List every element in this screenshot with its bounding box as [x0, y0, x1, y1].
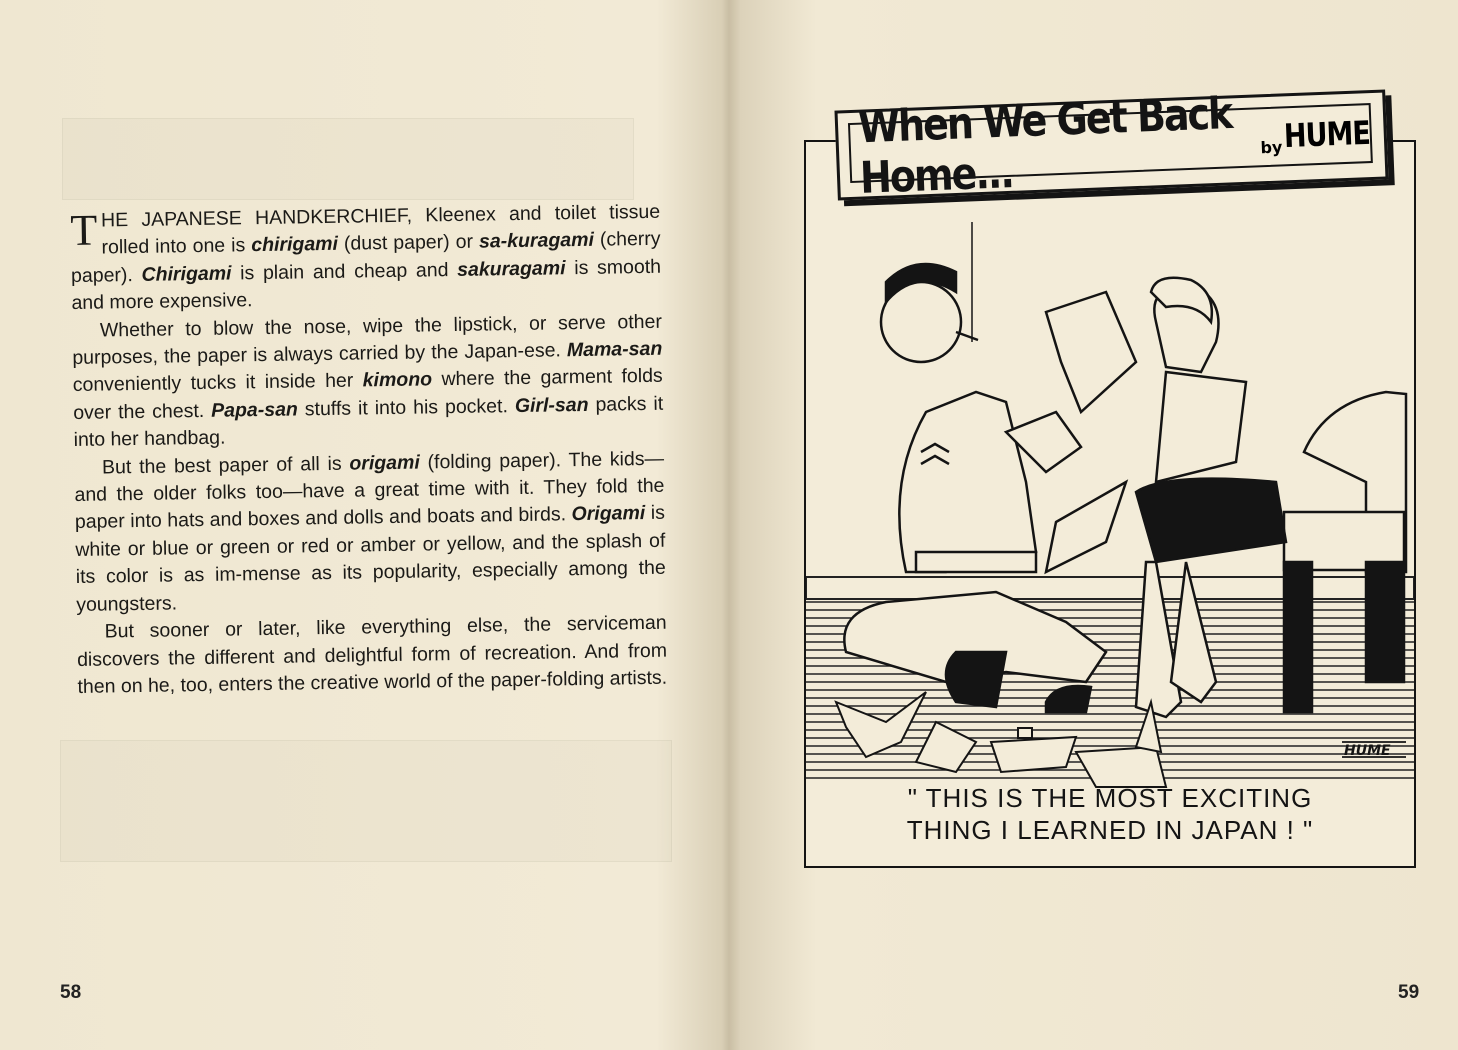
paragraph	[74, 445, 667, 619]
emphasized-term: sakuragami	[457, 257, 566, 281]
text-run: But the best paper of all is	[101, 452, 350, 479]
paragraph	[76, 610, 667, 701]
emphasized-term: Chirigami	[141, 262, 232, 286]
caption-line: THING I LEARNED IN JAPAN ! "	[906, 815, 1314, 845]
emphasized-term: Papa-san	[210, 398, 299, 422]
page-number: 58	[60, 982, 82, 1003]
text-run: packs it into her handbag.	[73, 392, 664, 452]
text-run: is white or blue or green or red or amber or yellow, and the splash of its color is as im-mense as its popularity, especially among the youngsters.	[75, 502, 666, 616]
wall-baseboard	[806, 577, 1414, 599]
artist-signature: HUME	[1344, 743, 1391, 759]
show-through-ghost	[60, 740, 672, 862]
text-run: stuffs it into his pocket.	[297, 394, 516, 421]
origami-crane	[836, 692, 976, 772]
cartoon-title-inner	[848, 87, 1373, 204]
text-run: HE JAPANESE HANDKERCHIEF, Kleenex and toilet tissue rolled into one is	[100, 200, 661, 259]
emphasized-term: chirigami	[251, 233, 339, 257]
cartoon-panel	[804, 87, 1416, 868]
page-number: 59	[1398, 982, 1420, 1003]
article-text	[70, 199, 668, 702]
paragraph	[70, 199, 662, 318]
text-run: conveniently tucks it inside her	[72, 369, 363, 397]
armchair	[1284, 392, 1406, 712]
paragraph	[72, 308, 664, 454]
right-page	[730, 0, 1458, 1050]
caption-line: " THIS IS THE MOST EXCITING	[907, 783, 1313, 813]
soldier-figure	[844, 222, 1106, 712]
text-run: (dust paper) or	[337, 230, 480, 256]
show-through-ghost	[62, 118, 634, 200]
cartoon-illustration	[806, 182, 1414, 790]
cartoon-title: When We Get Back Home...	[857, 87, 1233, 204]
emphasized-term: origami	[349, 451, 420, 475]
drop-cap: T	[69, 205, 98, 255]
text-run: is smooth and more expensive.	[71, 255, 662, 315]
text-run: (cherry paper).	[70, 228, 661, 287]
cartoon-caption	[806, 782, 1414, 846]
emphasized-term: sa-kuragami	[478, 229, 595, 253]
woman-figure	[1136, 278, 1286, 717]
text-run: (folding paper). The kids—and the older folks too—have a great time with it. They fold the paper into hats and boxes and dolls and boats and birds.	[74, 447, 665, 534]
emphasized-term: Mama-san	[566, 337, 663, 362]
origami-boat	[991, 728, 1076, 772]
text-run: where the garment folds over the chest.	[73, 365, 663, 424]
text-run: Whether to blow the nose, wipe the lipstick, or serve other purposes, the paper is always carried by the Japan-ese.	[72, 310, 663, 370]
text-run: is plain and cheap and	[231, 258, 458, 285]
emphasized-term: kimono	[362, 368, 433, 392]
emphasized-term: Origami	[571, 502, 646, 526]
text-run: But sooner or later, like everything else, the serviceman discovers the different and delightful form of recreation. And from then on he, too, enters the creative world of the paper-folding artists.	[76, 611, 668, 698]
left-page	[0, 0, 728, 1050]
cartoon-byline: by	[1260, 136, 1283, 157]
cartoon-author: HUME	[1283, 114, 1371, 155]
emphasized-term: Girl-san	[514, 393, 589, 417]
